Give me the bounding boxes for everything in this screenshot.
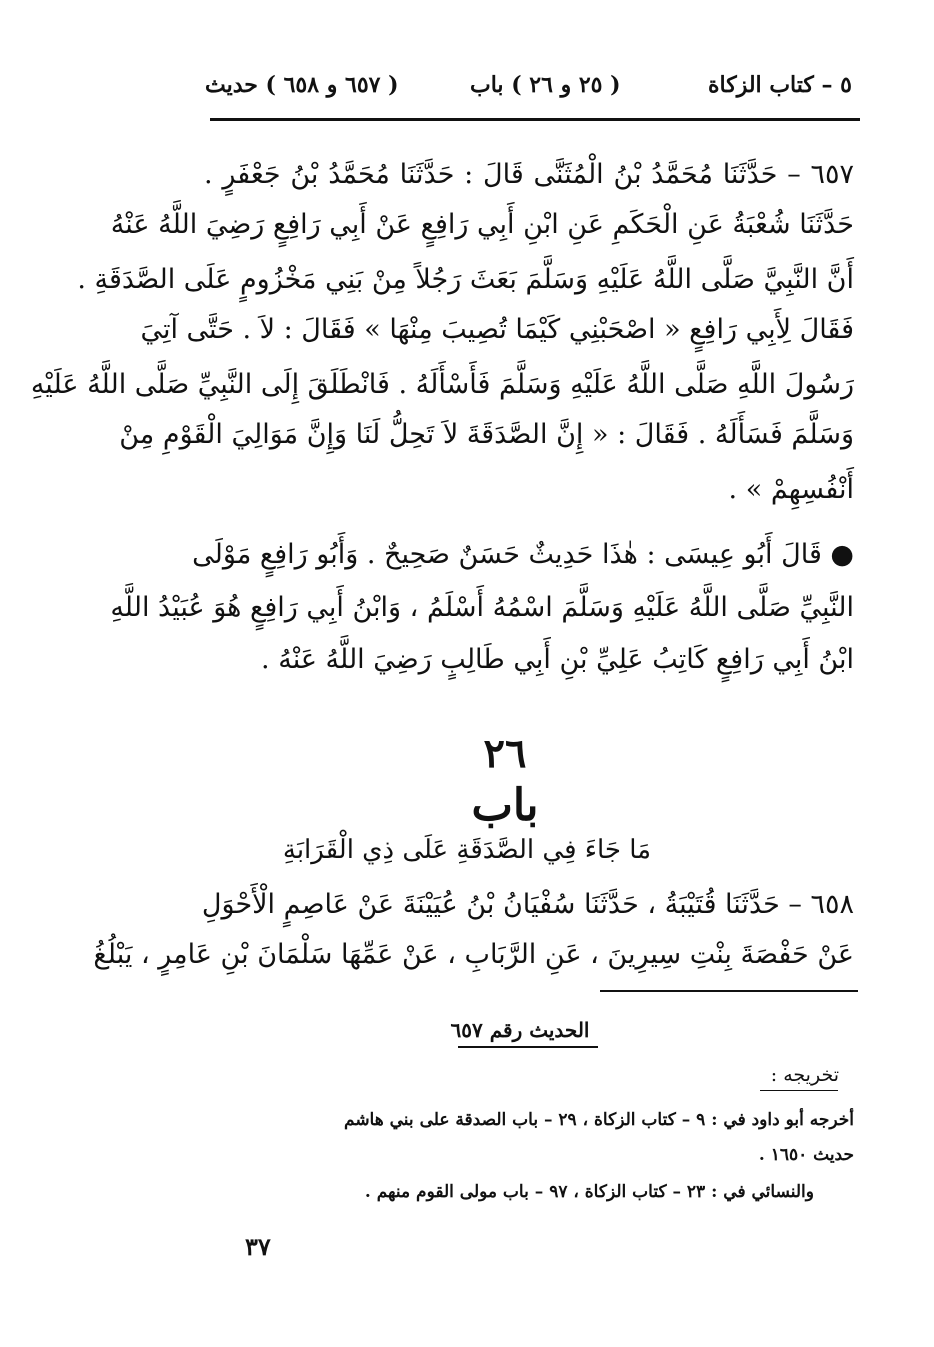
hadith-657-line-6: وَسَلَّمَ فَسَأَلَهُ . فَقَالَ : « إِنَّ الصَّدَقَةَ لاَ تَحِلُّ لَنَا وَإِنَّ مَوَالِيَ الْقَوْمِ مِنْ (119, 419, 854, 450)
hadith-657-line-3: أَنَّ النَّبِيَّ صَلَّى اللَّهُ عَلَيْهِ وَسَلَّمَ بَعَثَ رَجُلاً مِنْ بَنِي مَخْزُومٍ عَلَى الصَّدَقَةِ . (77, 264, 854, 295)
header-book-title: ٥ – كتاب الزكاة (708, 72, 852, 98)
hadith-657-line-2: حَدَّثَنَا شُعْبَةُ عَنِ الْحَكَمِ عَنِ ابْنِ أَبِي رَافِعٍ عَنْ أَبِي رَافِعٍ رَضِيَ اللَّهُ عَنْهُ (110, 209, 854, 240)
commentary-657-line-1: ● قَالَ أَبُو عِيسَى : هٰذَا حَدِيثٌ حَسَنٌ صَحِيحٌ . وَأَبُو رَافِعٍ مَوْلَى (192, 539, 854, 570)
hadith-657-line-7: أَنْفُسِهِمْ » . (728, 474, 854, 505)
footnote-separator (600, 990, 858, 992)
hadith-658-line-2: عَنْ حَفْصَةَ بِنْتِ سِيرِينَ ، عَنِ الرَّبَابِ ، عَنْ عَمِّهَا سَلْمَانَ بْنِ عَامِرٍ ، يَبْلُغُ (93, 939, 854, 970)
header-chapter-range: ( ٢٥ و ٢٦ ) باب (470, 72, 621, 98)
section-title: باب (471, 780, 539, 831)
footnote-label-underline (760, 1090, 838, 1091)
hadith-657-line-1: ٦٥٧ – حَدَّثَنَا مُحَمَّدُ بْنُ الْمُثَنَّى قَالَ : حَدَّثَنَا مُحَمَّدُ بْنُ جَعْفَرٍ . (204, 159, 854, 190)
page-number: ٣٧ (245, 1232, 271, 1261)
footnote-label: تخريجه : (770, 1064, 839, 1086)
hadith-657-line-5: رَسُولَ اللَّهِ صَلَّى اللَّهُ عَلَيْهِ وَسَلَّمَ فَأَسْأَلَهُ . فَانْطَلَقَ إِلَى النَّبِيِّ صَلَّى اللَّهُ عَلَيْهِ (30, 369, 854, 400)
footnote-heading-underline (458, 1046, 598, 1048)
footnote-line-1: أخرجه أبو داود في : ٩ – كتاب الزكاة ، ٢٩ – باب الصدقة على بني هاشم (344, 1110, 854, 1130)
section-subtitle: مَا جَاءَ فِي الصَّدَقَةِ عَلَى ذِي الْقَرَابَةِ (282, 835, 652, 865)
header-hadith-range: ( ٦٥٧ و ٦٥٨ ) حديث (205, 72, 399, 98)
section-number: ٢٦ (483, 730, 527, 777)
hadith-657-line-4: فَقَالَ لِأَبِي رَافِعٍ « اصْحَبْنِي كَيْمَا تُصِيبَ مِنْهَا » فَقَالَ : لاَ . حَتَّى آتِيَ (140, 314, 854, 345)
footnote-line-2: حديث ١٦٥٠ . (758, 1145, 854, 1165)
header-rule (210, 118, 860, 121)
footnote-line-3: والنسائي في : ٢٣ – كتاب الزكاة ، ٩٧ – باب مولى القوم منهم . (364, 1182, 814, 1202)
hadith-658-line-1: ٦٥٨ – حَدَّثَنَا قُتَيْبَةُ ، حَدَّثَنَا سُفْيَانُ بْنُ عُيَيْنَةَ عَنْ عَاصِمٍ الْأَحْوَلِ (201, 889, 854, 920)
commentary-657-line-3: ابْنُ أَبِي رَافِعٍ كَاتِبُ عَلِيِّ بْنِ أَبِي طَالِبٍ رَضِيَ اللَّهُ عَنْهُ . (261, 644, 854, 675)
commentary-657-line-2: النَّبِيِّ صَلَّى اللَّهُ عَلَيْهِ وَسَلَّمَ اسْمُهُ أَسْلَمُ ، وَابْنُ أَبِي رَافِعٍ هُوَ عُبَيْدُ اللَّهِ (110, 592, 854, 623)
footnote-heading: الحديث رقم ٦٥٧ (450, 1018, 590, 1042)
